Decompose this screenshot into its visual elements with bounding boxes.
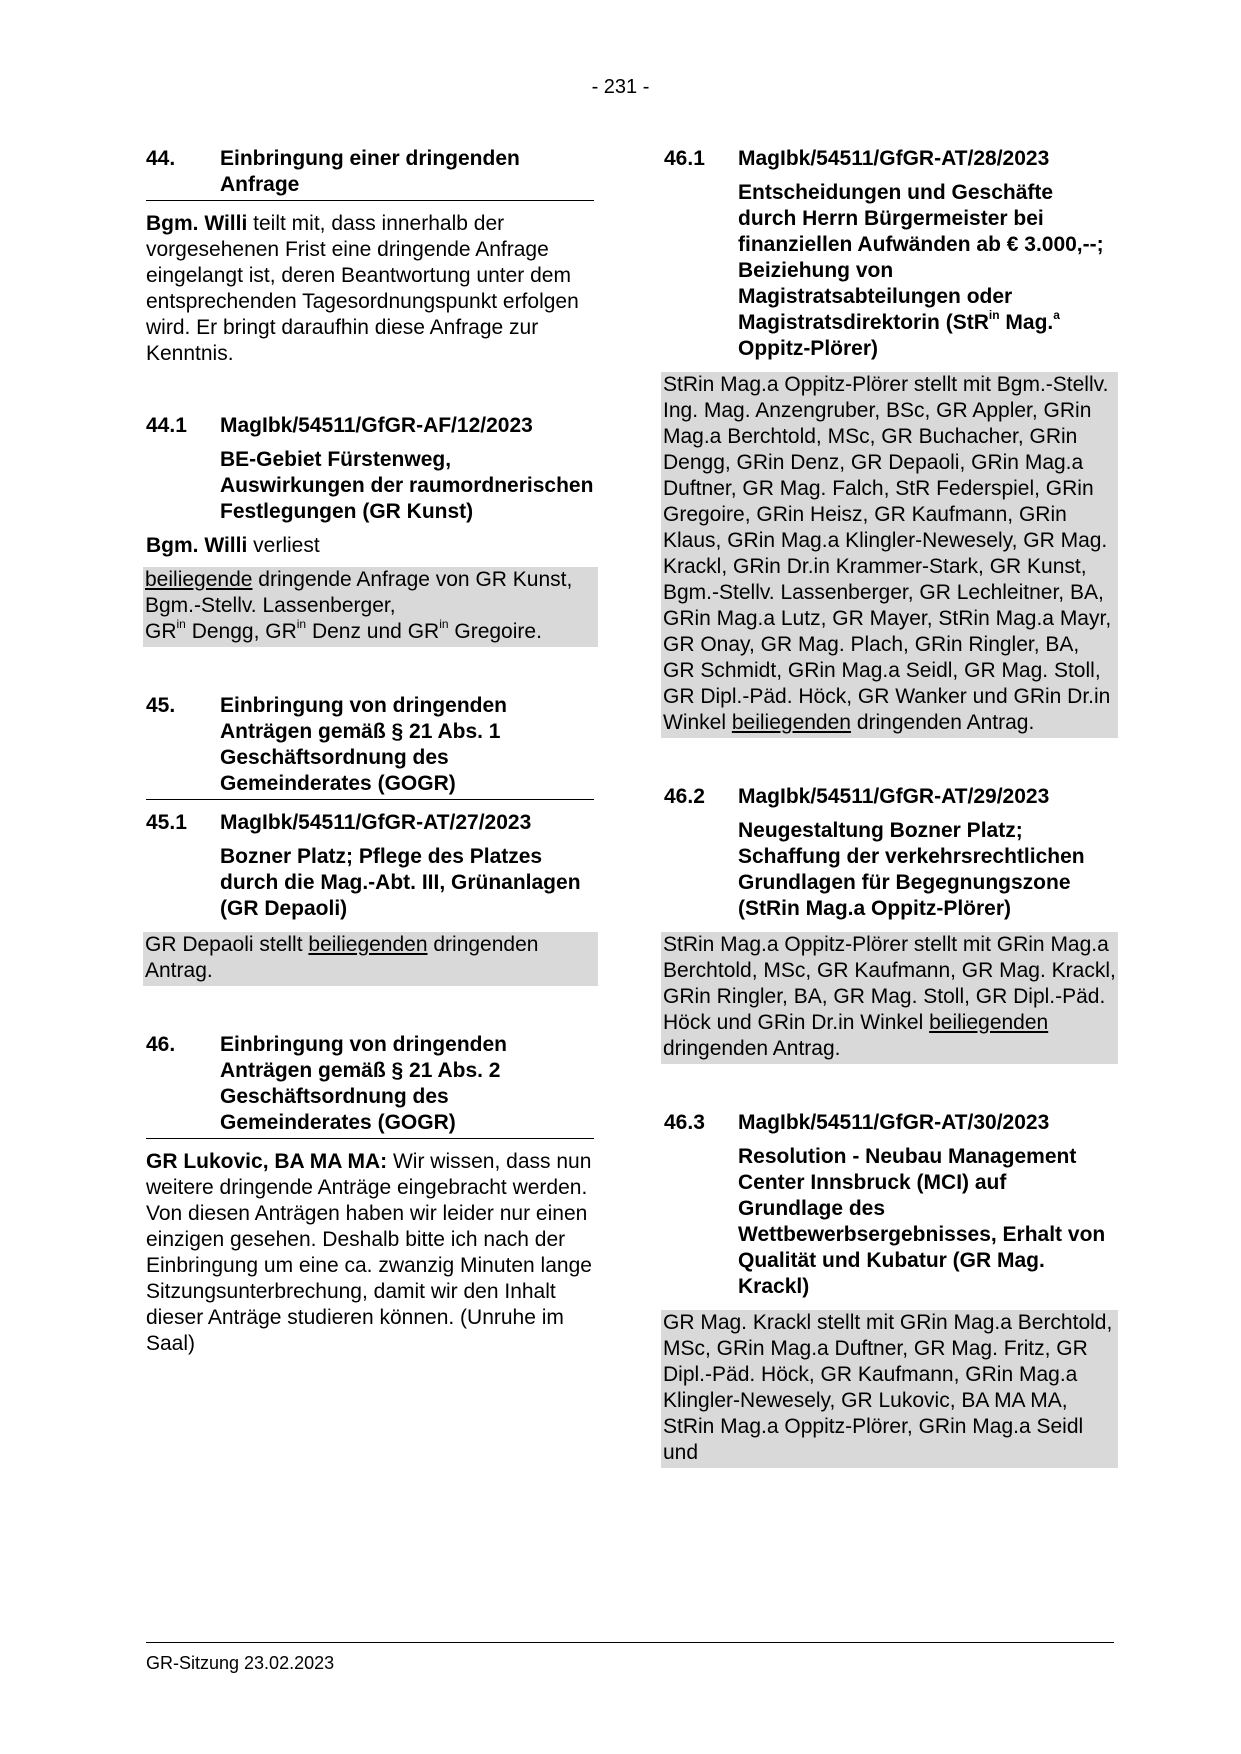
section-number: 44. <box>146 147 176 170</box>
item-title: Resolution - Neubau Management Center Innsbruck (MCI) auf Grundlage des Wettbewerbsergebnisses, Erhalt von Qualität und Kubatur (GR Mag. Krackl) <box>738 1145 1106 1298</box>
box-text: GR <box>145 620 177 643</box>
underlined-word: beiliegenden <box>308 933 428 956</box>
item-title <box>738 180 1114 362</box>
motion-box <box>143 567 598 647</box>
section-number: 46.3 <box>664 1111 705 1134</box>
paragraph-text: Wir wissen, dass nun weitere dringende Anträge eingebracht werden. Von diesen Anträgen haben wir leider nur einen einzigen gesehen. Deshalb bitte ich nach der Einbringung um eine ca. zwanzig Minuten lange Sitzungsunterbrechung, damit wir den Inhalt dieser Anträge studieren können. (Unruhe im Saal) <box>146 1150 592 1355</box>
section-title: Einbringung von dringenden Anträgen gemäß § 21 Abs. 1 Geschäftsordnung des Gemeinderates (GOGR) <box>220 694 507 795</box>
title-text: Entscheidungen und Geschäfte durch Herrn Bürgermeister bei finanziellen Aufwänden ab € 3.000,--; Beiziehung von Magistratsabteilungen oder Magistratsdirektorin (StR <box>738 181 1104 334</box>
section-44-paragraph <box>146 211 594 367</box>
right-column <box>664 146 1114 1468</box>
box-text: GR Depaoli stellt <box>145 933 303 956</box>
box-text: GR <box>265 620 297 643</box>
item-title: Neugestaltung Bozner Platz; Schaffung der verkehrsrechtlichen Grundlagen für Begegnungszone (StRin Mag.a Oppitz-Plörer) <box>738 819 1085 920</box>
section-44-heading <box>146 146 594 201</box>
section-number: 45.1 <box>146 811 187 834</box>
section-46-3-heading <box>664 1110 1114 1136</box>
paragraph-text: verliest <box>253 534 320 557</box>
speaker: GR Lukovic, BA MA MA: <box>146 1150 388 1173</box>
section-title: Einbringung einer dringenden Anfrage <box>220 147 520 196</box>
box-text: GR Mag. Krackl stellt mit GRin Mag.a Berchtold, MSc, GRin Mag.a Duftner, GR Mag. Fritz, GR Dipl.-Päd. Höck, GR Kaufmann, GRin Mag.a Klingler-Newesely, GR Lukovic, BA MA MA, StRin Mag.a Oppitz-Plörer, GRin Mag.a Seidl und <box>663 1311 1113 1464</box>
section-number: 45. <box>146 694 176 717</box>
box-text: StRin Mag.a Oppitz-Plörer stellt mit Bgm.-Stellv. Ing. Mag. Anzengruber, BSc, GR Appler, GRin Mag.a Berchtold, MSc, GR Buchacher, GRin Dengg, GRin Denz, GR Depaoli, GRin Mag.a Duftner, GR Mag. Falch, StR Federspiel, GRin Gregoire, GRin Heisz, GR Kaufmann, GRin Klaus, GRin Mag.a Klingler-Newesely, GR Mag. Krackl, GRin Dr.in Krammer-Stark, GR Kunst, Bgm.-Stellv. Lassenberger, GR Lechleitner, BA, GRin Mag.a Lutz, GR Mayer, StRin Mag.a Mayr, GR Onay, GR Mag. Plach, GRin Ringler, BA, GR Schmidt, GRin Mag.a Seidl, GR Mag. Stoll, GR Dipl.-Päd. Höck, GR Wanker und GRin Dr.in Winkel <box>663 373 1112 734</box>
section-46-1-heading <box>664 146 1114 172</box>
box-text: Dengg, <box>191 620 260 643</box>
motion-box <box>661 1310 1118 1468</box>
motion-box <box>661 372 1118 738</box>
superscript: in <box>176 617 186 631</box>
section-title: Einbringung von dringenden Anträgen gemäß § 21 Abs. 2 Geschäftsordnung des Gemeinderates (GOGR) <box>220 1033 507 1134</box>
footer-divider <box>146 1642 1114 1643</box>
reference-number: MagIbk/54511/GfGR-AT/28/2023 <box>738 147 1050 170</box>
page-number: - 231 - <box>591 76 650 98</box>
motion-box <box>661 932 1118 1064</box>
reference-number: MagIbk/54511/GfGR-AF/12/2023 <box>220 414 533 437</box>
box-text: dringenden Antrag. <box>145 933 539 982</box>
section-46-2-heading <box>664 784 1114 810</box>
box-text: Denz und <box>311 620 402 643</box>
box-text: dringende Anfrage von GR Kunst, Bgm.-Stellv. Lassenberger, <box>145 568 573 617</box>
section-number: 46.1 <box>664 147 705 170</box>
section-number: 46. <box>146 1033 176 1056</box>
underlined-word: beiliegenden <box>929 1011 1049 1034</box>
section-46-heading <box>146 1032 594 1139</box>
motion-box <box>143 932 598 986</box>
box-text: Gregoire. <box>454 620 542 643</box>
section-45-heading <box>146 693 594 800</box>
title-text: Mag. <box>1005 311 1054 334</box>
box-text: dringenden Antrag. <box>663 1037 841 1060</box>
box-text: GR <box>407 620 440 643</box>
reference-number: MagIbk/54511/GfGR-AT/27/2023 <box>220 811 532 834</box>
box-text: StRin Mag.a Oppitz-Plörer stellt mit GRin Mag.a Berchtold, MSc, GR Kaufmann, GR Mag. Krackl, GRin Ringler, BA, GR Mag. Stoll, GR Dipl.-Päd. Höck und GRin Dr.in Winkel <box>663 933 1116 1034</box>
section-44-1-intro <box>146 533 594 559</box>
box-text: dringenden Antrag. <box>856 711 1035 734</box>
title-text: Oppitz-Plörer) <box>738 337 878 360</box>
superscript: in <box>988 308 1000 322</box>
speaker: Bgm. Willi <box>146 534 248 557</box>
section-46-paragraph <box>146 1149 594 1357</box>
underlined-word: beiliegenden <box>731 711 851 734</box>
superscript: in <box>439 617 449 631</box>
superscript: in <box>296 617 307 631</box>
section-number: 44.1 <box>146 414 187 437</box>
section-number: 46.2 <box>664 785 705 808</box>
superscript: a <box>1053 308 1060 322</box>
item-title: Bozner Platz; Pflege des Platzes durch die Mag.-Abt. III, Grünanlagen (GR Depaoli) <box>220 845 581 920</box>
paragraph-text: teilt mit, dass innerhalb der vorgesehenen Frist eine dringende Anfrage eingelangt ist, deren Beantwortung unter dem entsprechenden Tagesordnungspunkt erfolgen wird. Er bringt daraufhin diese Anfrage zur Kenntnis. <box>146 212 579 365</box>
reference-number: MagIbk/54511/GfGR-AT/29/2023 <box>738 785 1050 808</box>
item-title: BE-Gebiet Fürstenweg, Auswirkungen der raumordnerischen Festlegungen (GR Kunst) <box>220 448 594 523</box>
section-44-1-heading <box>146 413 594 439</box>
section-45-1-heading <box>146 810 594 836</box>
speaker: Bgm. Willi <box>146 212 248 235</box>
footer-text: GR-Sitzung 23.02.2023 <box>146 1653 335 1673</box>
reference-number: MagIbk/54511/GfGR-AT/30/2023 <box>738 1111 1050 1134</box>
underlined-word: beiliegende <box>145 568 253 591</box>
left-column <box>146 146 594 1357</box>
